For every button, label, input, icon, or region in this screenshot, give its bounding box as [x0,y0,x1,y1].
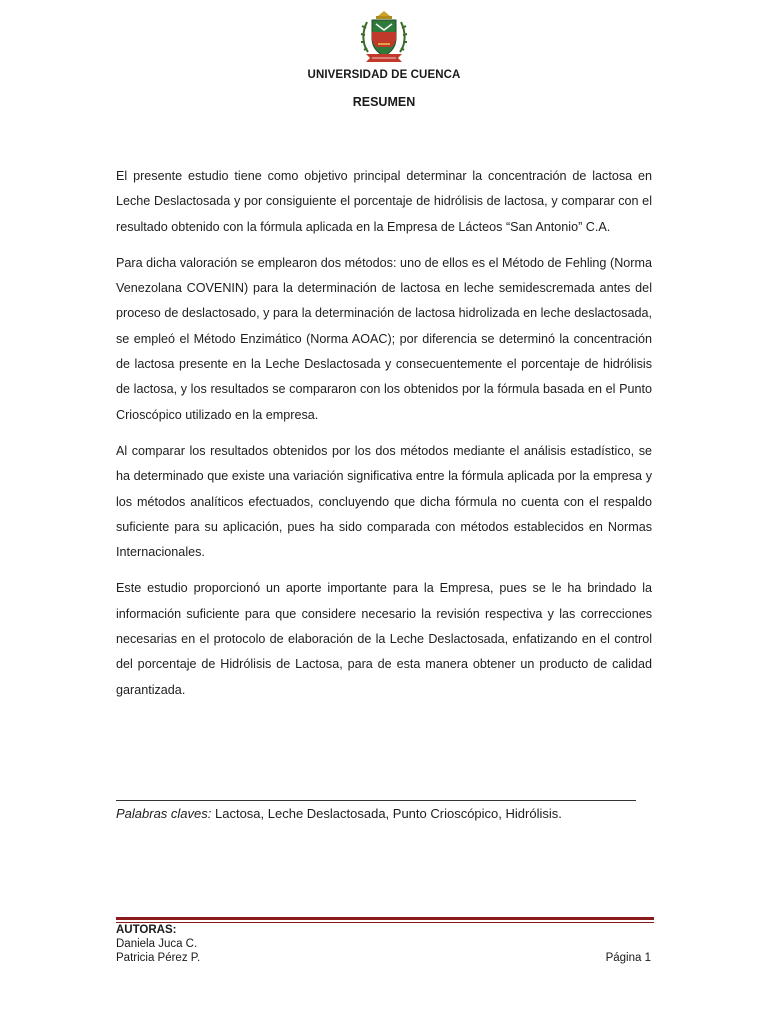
keywords-divider [116,800,636,801]
university-name: UNIVERSIDAD DE CUENCA [307,69,461,81]
paragraph-4: Este estudio proporcionó un aporte importante para la Empresa, pues se le ha brindado la información suficiente para que considere necesario la revisión respectiva y las correcciones necesarias en el protocolo de elaboración de la Leche Deslactosada, enfatizando en el control del porcentaje de Hidrólisis de Lactosa, para de esta manera obtener un producto de calidad garantizada. [116,581,652,697]
page-number: Página 1 [605,952,651,964]
abstract-body [116,164,652,714]
university-crest-icon [358,8,410,66]
paragraph-3: Al comparar los resultados obtenidos por los dos métodos mediante el análisis estadístico, se ha determinado que existe una variación significativa entre la fórmula aplicada por la empresa y los métodos analíticos efectuados, concluyendo que dicha fórmula no cuenta con el respaldo suficiente para su aplicación, pues ha sido comparada con métodos establecidos en Normas Internacionales. [116,443,652,560]
author-name: Daniela Juca C. [116,938,198,950]
keywords-line [116,806,562,821]
author-name: Patricia Pérez P. [116,952,201,964]
section-title: RESUMEN [352,95,416,109]
paragraph-2: Para dicha valoración se emplearon dos métodos: uno de ellos es el Método de Fehling (Norma Venezolana COVENIN) para la determinación de lactosa en leche semidescremada antes del proceso de deslactosado, y para la determinación de lactosa hidrolizada en leche deslactosada, se empleó el Método Enzimático (Norma AOAC); por diferencia se determinó la concentración de lactosa presente en la Leche Deslactosada y consecuentemente el porcentaje de hidrólisis de lactosa, y los resultados se compararon con los obtenidos por la fórmula basada en el Punto Crioscópico utilizado en la empresa. [116,255,652,422]
footer-rule-thin [116,922,654,923]
keywords-text: Lactosa, Leche Deslactosada, Punto Crioscópico, Hidrólisis. [211,806,562,821]
footer-rule [116,917,654,920]
paragraph-1: El presente estudio tiene como objetivo principal determinar la concentración de lactosa en Leche Deslactosada y por consiguiente el porcentaje de hidrólisis de lactosa, y comparar con el resultado obtenido con la fórmula aplicada en la Empresa de Lácteos “San Antonio” C.A. [116,169,652,234]
keywords-label: Palabras claves: [116,806,212,821]
authors-label: AUTORAS: [116,924,177,936]
